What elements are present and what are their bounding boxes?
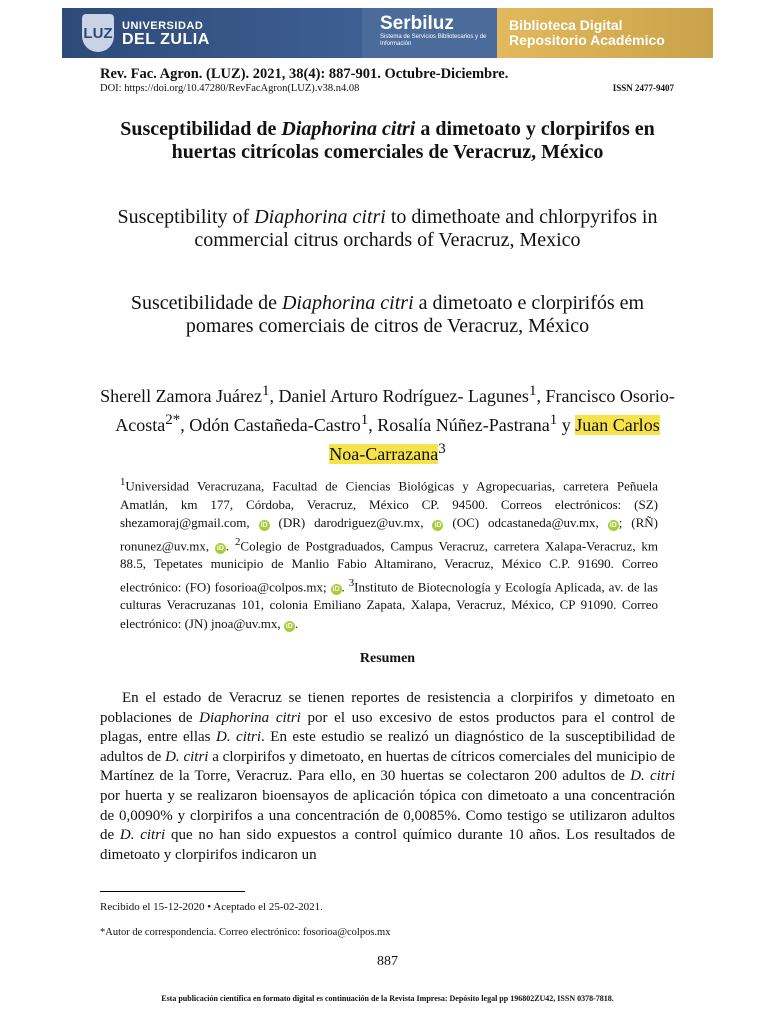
serbiluz-name: Serbiluz bbox=[380, 13, 454, 34]
university-name-line1: UNIVERSIDAD bbox=[122, 20, 204, 32]
orcid-icon[interactable]: iD bbox=[216, 544, 224, 552]
author: Francisco Osorio-Acosta bbox=[115, 386, 675, 435]
orcid-icon[interactable]: iD bbox=[285, 622, 293, 630]
university-name-line2: DEL ZULIA bbox=[122, 31, 210, 48]
title-english: Susceptibility of Diaphorina citri to dimethoate and chlorpyrifos in commercial citrus orchards of Veracruz, Mexico bbox=[117, 206, 658, 251]
repository-banner bbox=[62, 8, 713, 58]
title-portuguese: Suscetibilidade de Diaphorina citri a dimetoato e clorpirifós em pomares comerciais de citros de Veracruz, México bbox=[130, 292, 645, 337]
doi-link[interactable]: DOI: https://doi.org/10.47280/RevFacAgron(LUZ).v38.n4.08 bbox=[100, 83, 360, 94]
legal-deposit-note: Esta publicación científica en formato digital es continuación de la Revista Impresa: Depósito legal pp 196802ZU42, ISSN 0378-7818. bbox=[161, 994, 614, 1003]
author: Rosalía Núñez-Pastrana bbox=[377, 415, 550, 435]
journal-citation: Rev. Fac. Agron. (LUZ). 2021, 38(4): 887-901. Octubre-Diciembre. bbox=[100, 66, 509, 82]
university-shield-icon: LUZ bbox=[82, 14, 114, 52]
received-accepted-dates: Recibido el 15-12-2020 • Aceptado el 25-02-2021. bbox=[100, 901, 323, 913]
abstract-heading: Resumen bbox=[359, 651, 416, 666]
author: Daniel Arturo Rodríguez- Lagunes bbox=[278, 386, 529, 406]
author-list: Sherell Zamora Juárez$^1$, Daniel Arturo Rodríguez- Lagunes$^1$, Francisco Osorio-Acosta$^{2*}$, Odón Castañeda-Castro$^1$, Rosalía Núñez-Pastrana$^1$ y Juan Carlos Noa-Carrazana$^3$ bbox=[100, 383, 675, 464]
title-spanish: Susceptibilidad de Diaphorina citri a dimetoato y clorpirifos en huertas citrícolas comerciales de Veracruz, México bbox=[120, 118, 655, 163]
orcid-icon[interactable]: iD bbox=[260, 522, 268, 530]
author: Sherell Zamora Juárez bbox=[100, 386, 262, 406]
orcid-icon[interactable]: iD bbox=[332, 586, 340, 594]
biblioteca-line2: Repositorio Académico bbox=[509, 32, 665, 48]
author: Odón Castañeda-Castro bbox=[189, 415, 361, 435]
orcid-icon[interactable]: iD bbox=[609, 522, 617, 530]
serbiluz-logo[interactable] bbox=[362, 8, 497, 58]
abstract-body: En el estado de Veracruz se tienen reportes de resistencia a clorpirifos y dimetoato en poblaciones de Diaphorina citri por el uso excesivo de estos productos para el control de plagas, entre ellas D. citri. En este estudio se realizó un diagnóstico de la susceptibilidad de adultos de D. citri a clorpirifos y dimetoato, en huertas de cítricos comerciales del municipio de Martínez de la Torre, Veracruz. Para ello, en 30 huertas se colectaron 200 adultos de D. citri por huerta y se realizaron bioensayos de aplicación tópica con dimetoato a una concentración de 0,0090% y clorpirifos a una concentración de 0,0085%. Como testigo se utilizaron adultos de D. citri que no han sido expuestos a control químico durante 10 años. Los resultados de dimetoato y clorpirifos indicaron un bbox=[100, 690, 675, 863]
corresponding-author-note: *Autor de correspondencia. Correo electrónico: fosorioa@colpos.mx bbox=[100, 927, 391, 938]
author-highlighted: Juan Carlos Noa-Carrazana bbox=[329, 415, 660, 464]
university-logo[interactable] bbox=[62, 8, 362, 58]
issn: ISSN 2477-9407 bbox=[612, 83, 674, 93]
affiliations: $^1$Universidad Veracruzana, Facultad de Ciencias Biológicas y Agropecuarias, carretera Peñuela Amatlán, km 177, Córdoba, Veracruz, México CP. 94500. Correos electrónicos: (SZ) shezamoraj@gmail.com, iD (DR) darodriguez@uv.mx, iD (OC) odcastaneda@uv.mx, iD ; (RÑ) ronunez@uv.mx, iD . $^2$Colegio de Postgraduados, Campus Veracruz, carretera Xalapa-Veracruz, km 88.5, Tepetates municipio de Manlio Fabio Altamirano, Veracruz, México C.P. 91690. Correo electrónico: (FO) fosorioa@colpos.mx; iD . $^3$Instituto de Biotecnología y Ecología Aplicada, av. de las culturas Veracruzanas 101, colonia Emiliano Zapata, Xalapa, Veracruz, México, CP 91090. Correo electrónico: (JN) jnoa@uv.mx, iD . bbox=[120, 476, 659, 631]
biblioteca-line1: Biblioteca Digital bbox=[509, 17, 623, 33]
page-number: 887 bbox=[377, 954, 398, 969]
biblioteca-digital-logo[interactable] bbox=[497, 8, 713, 58]
serbiluz-subtitle: Sistema de Servicios Bibliotecarios y de Información bbox=[380, 34, 487, 47]
orcid-icon[interactable]: iD bbox=[434, 522, 442, 530]
footnote-divider bbox=[100, 891, 245, 892]
